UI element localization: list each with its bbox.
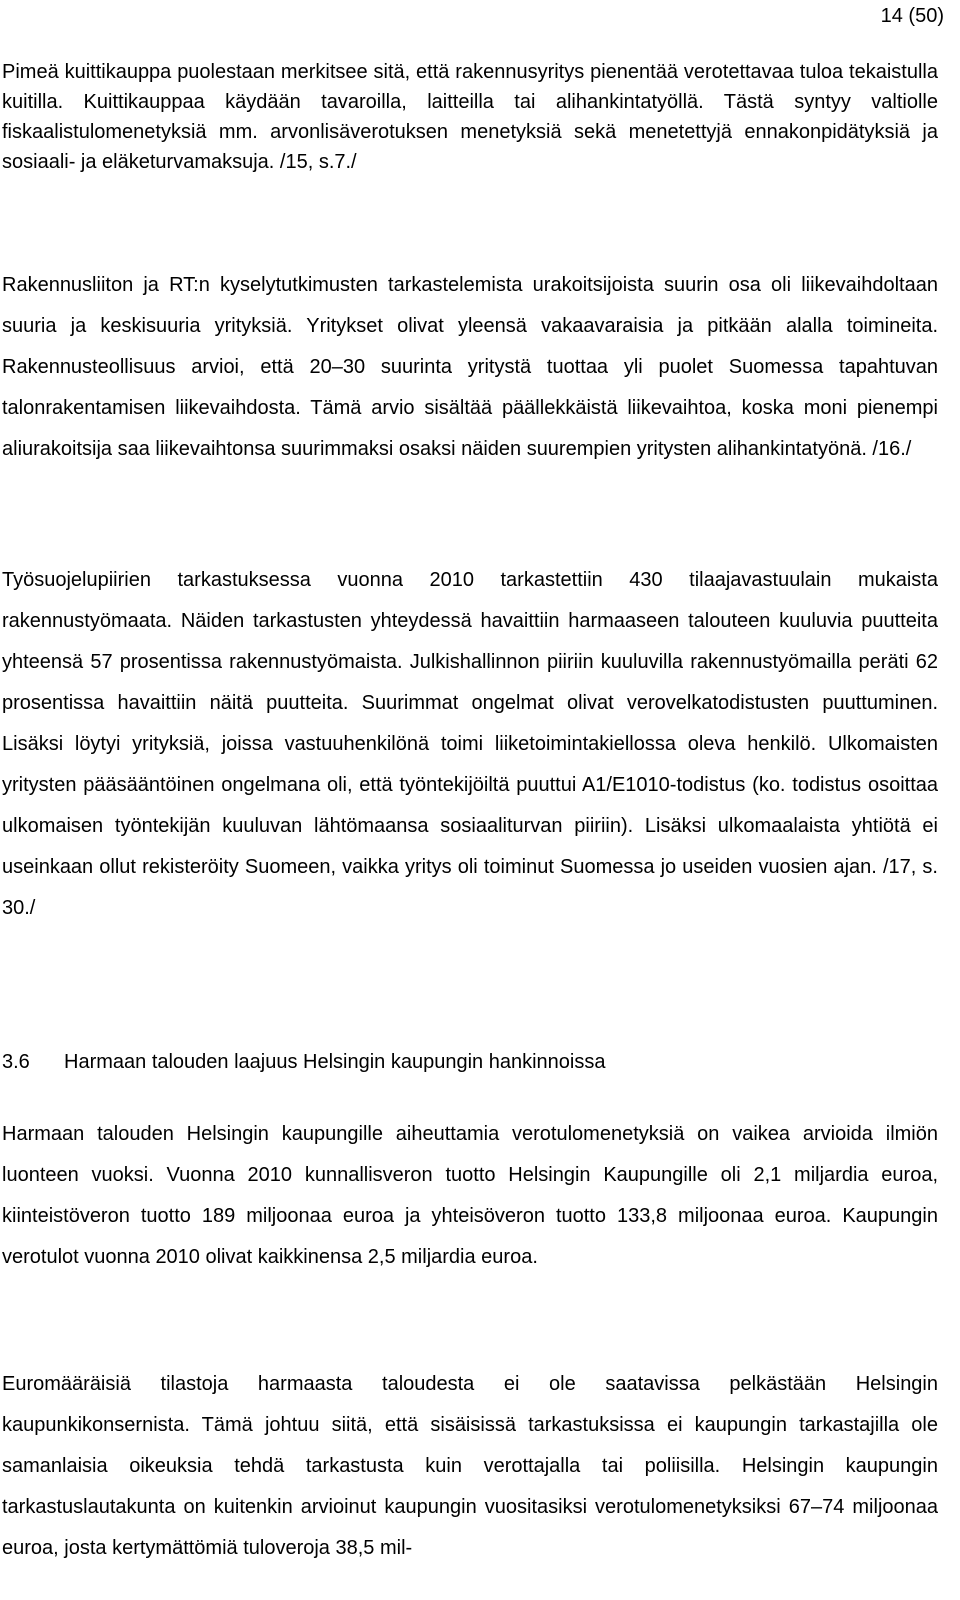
section-heading — [2, 1047, 605, 1077]
paragraph-kyselytutkimukset: Rakennusliiton ja RT:n kyselytutkimusten tarkastelemista urakoitsijoista suurin osa oli liikevaihdoltaan suuria ja keskisuuria yrityksiä. Yritykset olivat yleensä vakaavaraisia ja pitkään alalla toimineita. Rakennusteollisuus arvioi, että 20–30 suurinta yritystä tuottaa yli puolet Suomessa tapahtuvan talonrakentamisen liikevaihdosta. Tämä arvio sisältää päällekkäistä liikevaihtoa, koska moni pienempi aliurakoitsija saa liikevaihtonsa suurimmaksi osaksi näiden suurempien yritysten alihankintatyönä. /16./ — [2, 274, 938, 460]
page-number: 14 (50) — [880, 5, 944, 27]
paragraph-tyosuojelupiirit: Työsuojelupiirien tarkastuksessa vuonna 2010 tarkastettiin 430 tilaajavastuulain mukaista rakennustyömaata. Näiden tarkastusten yhteydessä havaittiin harmaaseen talouteen kuuluvia puutteita yhteensä 57 prosentissa rakennustyömaista. Julkishallinnon piiriin kuuluvilla rakennustyömailla peräti 62 prosentissa havaittiin näitä puutteita. Suurimmat ongelmat olivat verovelkatodistusten puuttuminen. Lisäksi löytyi yrityksiä, joissa vastuuhenkilönä toimi liiketoimintakiellossa oleva henkilö. Ulkomaisten yritysten pääsääntöinen ongelmana oli, että työntekijöiltä puuttui A1/E1010-todistus (ko. todistus osoittaa ulkomaisen työntekijän kuuluvan lähtömaansa sosiaaliturvan piiriin). Lisäksi ulkomaalaista yhtiötä ei useinkaan ollut rekisteröity Suomeen, vaikka yritys oli toiminut Suomessa jo useiden vuosien ajan. /17, s. 30./ — [2, 569, 938, 919]
section-number: 3.6 — [2, 1051, 30, 1073]
paragraph-euromaaraiset-tilastot: Euromääräisiä tilastoja harmaasta taloudesta ei ole saatavissa pelkästään Helsingin kaupunkikonsernista. Tämä johtuu siitä, että sisäisissä tarkastuksissa ei kaupungin tarkastajilla ole samanlaisia oikeuksia tehdä tarkastusta kuin verottajalla tai poliisilla. Helsingin kaupungin tarkastuslautakunta on kuitenkin arvioinut kaupungin vuositasiksi verotulomenetyksiksi 67–74 miljoonaa euroa, josta kertymättömiä tuloveroja 38,5 mil- — [2, 1373, 938, 1559]
paragraph-kuittikauppa: Pimeä kuittikauppa puolestaan merkitsee sitä, että rakennusyritys pienentää verotettavaa tuloa tekaistulla kuitilla. Kuittikauppaa käydään tavaroilla, laitteilla tai alihankintatyöllä. Tästä syntyy valtiolle fiskaalistulomenetyksiä mm. arvonlisäverotuksen menetyksiä sekä menetettyjä ennakonpidätyksiä ja sosiaali- ja eläketurvamaksuja. /15, s.7./ — [2, 61, 938, 173]
paragraph-verotulomenetykset: Harmaan talouden Helsingin kaupungille aiheuttamia verotulomenetyksiä on vaikea arvioida ilmiön luonteen vuoksi. Vuonna 2010 kunnallisveron tuotto Helsingin Kaupungille oli 2,1 miljardia euroa, kiinteistöveron tuotto 189 miljoonaa euroa ja yhteisöveron tuotto 133,8 miljoonaa euroa. Kaupungin verotulot vuonna 2010 olivat kaikkinensa 2,5 miljardia euroa. — [2, 1123, 938, 1268]
section-title: Harmaan talouden laajuus Helsingin kaupungin hankinnoissa — [64, 1051, 606, 1073]
